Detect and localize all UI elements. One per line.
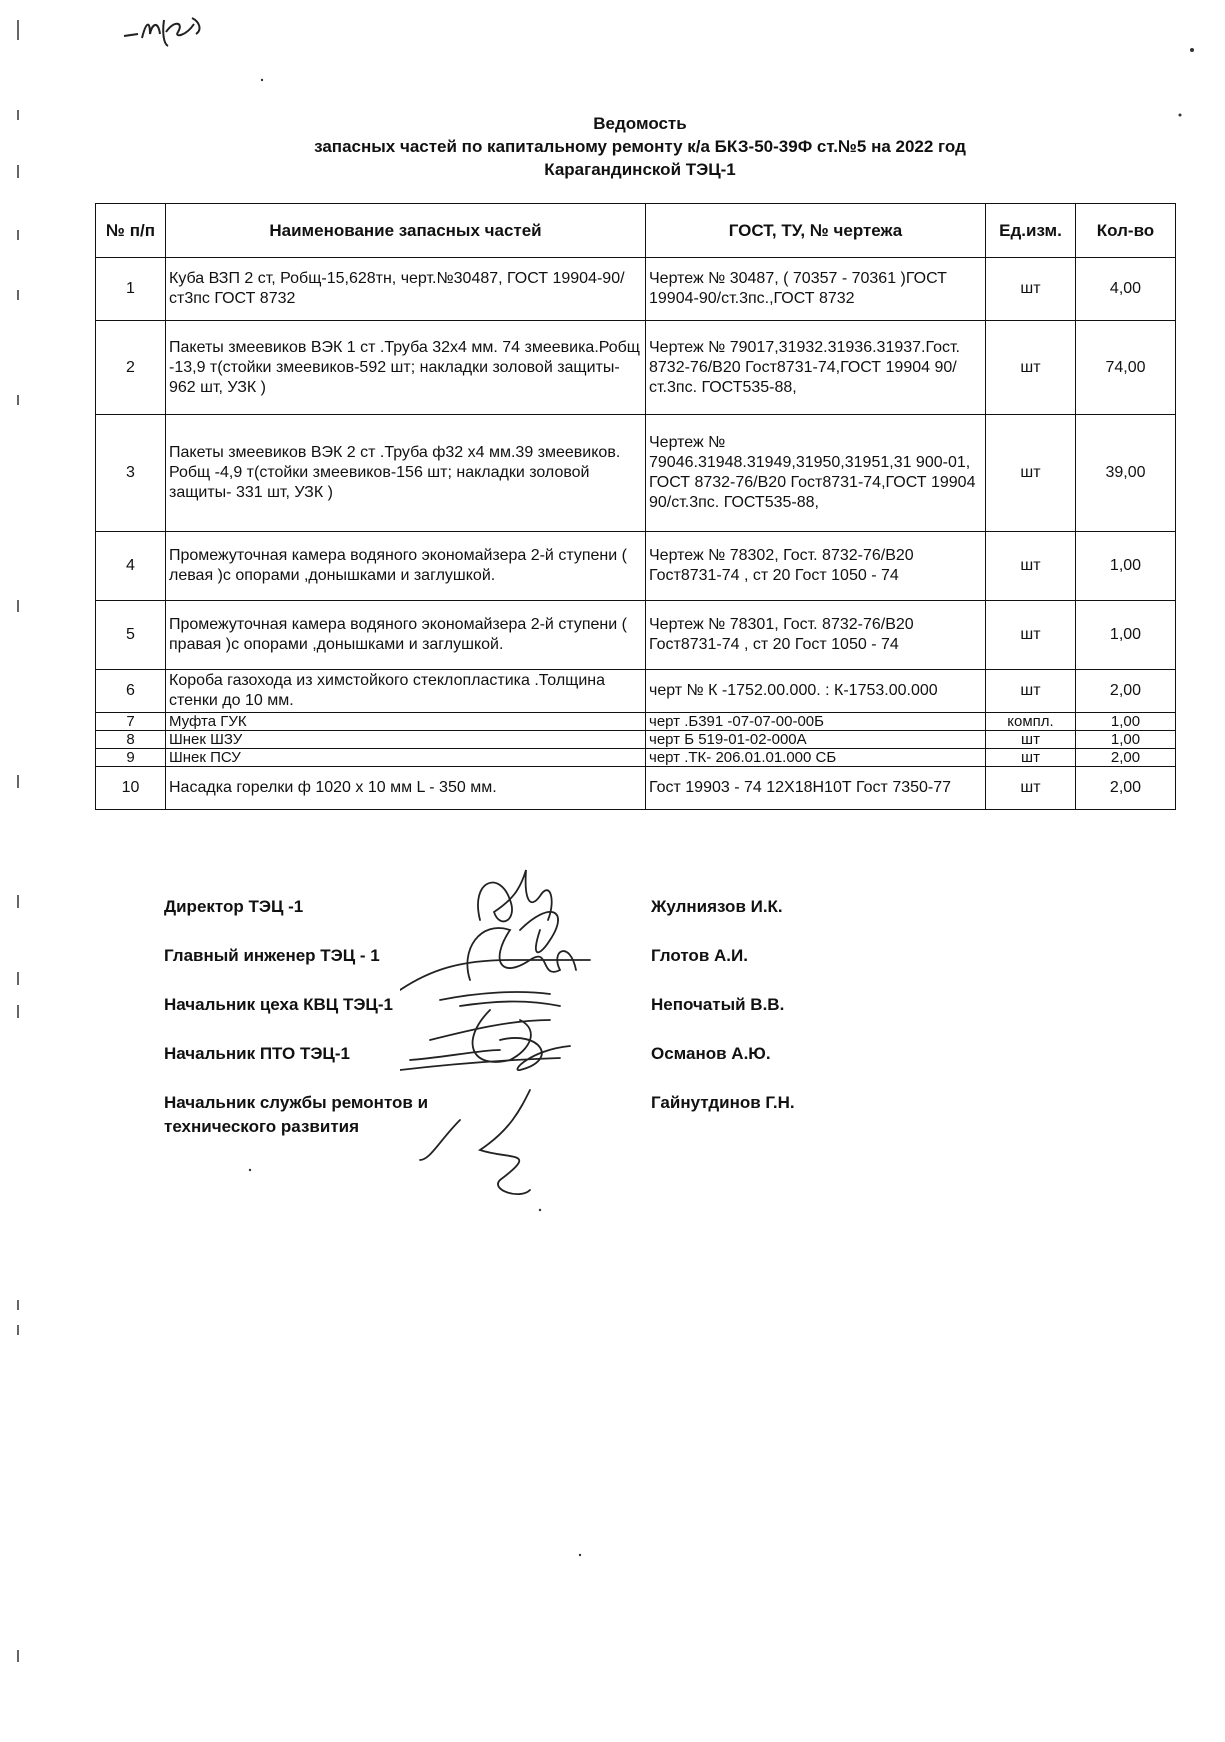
row-unit: шт <box>986 749 1076 767</box>
row-name: Шнек ПСУ <box>166 749 646 767</box>
row-name: Муфта ГУК <box>166 713 646 731</box>
row-name: Шнек ШЗУ <box>166 731 646 749</box>
header-gost: ГОСТ, ТУ, № чертежа <box>646 204 986 258</box>
row-gost: Чертеж № 78302, Гост. 8732-76/В20 Гост8731-74 , ст 20 Гост 1050 - 74 <box>646 532 986 601</box>
row-unit: шт <box>986 321 1076 415</box>
row-gost: Чертеж № 30487, ( 70357 - 70361 )ГОСТ 19904-90/ст.3пс.,ГОСТ 8732 <box>646 258 986 321</box>
row-qty: 39,00 <box>1076 415 1176 532</box>
signatory-name: Жулниязов И.К. <box>651 897 783 916</box>
row-name: Куба ВЗП 2 ст, Робщ-15,628тн, черт.№30487, ГОСТ 19904-90/ст3пс ГОСТ 8732 <box>166 258 646 321</box>
row-unit: шт <box>986 767 1076 810</box>
signatory-name: Гайнутдинов Г.Н. <box>651 1093 795 1112</box>
row-num: 10 <box>96 767 166 810</box>
row-num: 1 <box>96 258 166 321</box>
row-num: 3 <box>96 415 166 532</box>
signatory-position: Начальник цеха КВЦ ТЭЦ-1 <box>164 995 393 1014</box>
row-num: 2 <box>96 321 166 415</box>
signatory-name: Непочатый В.В. <box>651 995 785 1014</box>
row-gost: черт Б 519-01-02-000А <box>646 731 986 749</box>
row-qty: 1,00 <box>1076 713 1176 731</box>
row-unit: компл. <box>986 713 1076 731</box>
row-name: Пакеты змеевиков ВЭК 2 ст .Труба ф32 х4 мм.39 змеевиков. Робщ -4,9 т(стойки змеевиков-156 шт; накладки золовой защиты- 331 шт, УЗК ) <box>166 415 646 532</box>
row-num: 6 <box>96 670 166 713</box>
row-unit: шт <box>986 731 1076 749</box>
row-gost: черт .Б391 -07-07-00-00Б <box>646 713 986 731</box>
row-qty: 2,00 <box>1076 670 1176 713</box>
row-name: Промежуточная камера водяного экономайзера 2-й ступени ( правая )с опорами ,донышками и заглушкой. <box>166 601 646 670</box>
row-qty: 2,00 <box>1076 749 1176 767</box>
row-num: 9 <box>96 749 166 767</box>
row-qty: 74,00 <box>1076 321 1176 415</box>
document-title: Ведомость <box>593 114 687 133</box>
document-organization: Карагандинской ТЭЦ-1 <box>544 160 736 179</box>
header-num: № п/п <box>96 204 166 258</box>
row-num: 5 <box>96 601 166 670</box>
row-unit: шт <box>986 258 1076 321</box>
header-qty: Кол-во <box>1076 204 1176 258</box>
row-name: Короба газохода из химстойкого стеклопластика .Толщина стенки до 10 мм. <box>166 670 646 713</box>
row-num: 4 <box>96 532 166 601</box>
document-subtitle: запасных частей по капитальному ремонту к/а БКЗ-50-39Ф ст.№5 на 2022 год <box>314 137 966 156</box>
row-gost: Чертеж № 78301, Гост. 8732-76/В20 Гост8731-74 , ст 20 Гост 1050 - 74 <box>646 601 986 670</box>
row-gost: Чертеж № 79046.31948.31949,31950,31951,31 900-01, ГОСТ 8732-76/В20 Гост8731-74,ГОСТ 19904 90/ст.3пс. ГОСТ535-88, <box>646 415 986 532</box>
row-unit: шт <box>986 670 1076 713</box>
row-name: Промежуточная камера водяного экономайзера 2-й ступени ( левая )с опорами ,донышками и заглушкой. <box>166 532 646 601</box>
row-unit: шт <box>986 415 1076 532</box>
row-num: 7 <box>96 713 166 731</box>
header-name: Наименование запасных частей <box>166 204 646 258</box>
row-name: Пакеты змеевиков ВЭК 1 ст .Труба 32х4 мм. 74 змеевика.Робщ -13,9 т(стойки змеевиков-592 шт; накладки золовой защиты- 962 шт, УЗК ) <box>166 321 646 415</box>
signatory-position: Начальник ПТО ТЭЦ-1 <box>164 1044 350 1063</box>
row-gost: Гост 19903 - 74 12Х18Н10Т Гост 7350-77 <box>646 767 986 810</box>
row-unit: шт <box>986 532 1076 601</box>
row-gost: Чертеж № 79017,31932.31936.31937.Гост. 8732-76/В20 Гост8731-74,ГОСТ 19904 90/ст.3пс. ГОСТ535-88, <box>646 321 986 415</box>
signatory-name: Османов А.Ю. <box>651 1044 771 1063</box>
row-qty: 4,00 <box>1076 258 1176 321</box>
row-qty: 1,00 <box>1076 731 1176 749</box>
row-name: Насадка горелки ф 1020 х 10 мм L - 350 мм. <box>166 767 646 810</box>
row-qty: 2,00 <box>1076 767 1176 810</box>
signatory-position: Директор ТЭЦ -1 <box>164 897 304 916</box>
row-gost: черт № К -1752.00.000. : К-1753.00.000 <box>646 670 986 713</box>
signatory-position: Начальник службы ремонтов и технического развития <box>164 1093 429 1136</box>
signatory-name: Глотов А.И. <box>651 946 748 965</box>
row-num: 8 <box>96 731 166 749</box>
header-unit: Ед.изм. <box>986 204 1076 258</box>
signatory-position: Главный инженер ТЭЦ - 1 <box>164 946 380 965</box>
row-qty: 1,00 <box>1076 601 1176 670</box>
row-unit: шт <box>986 601 1076 670</box>
row-qty: 1,00 <box>1076 532 1176 601</box>
row-gost: черт .ТК- 206.01.01.000 СБ <box>646 749 986 767</box>
